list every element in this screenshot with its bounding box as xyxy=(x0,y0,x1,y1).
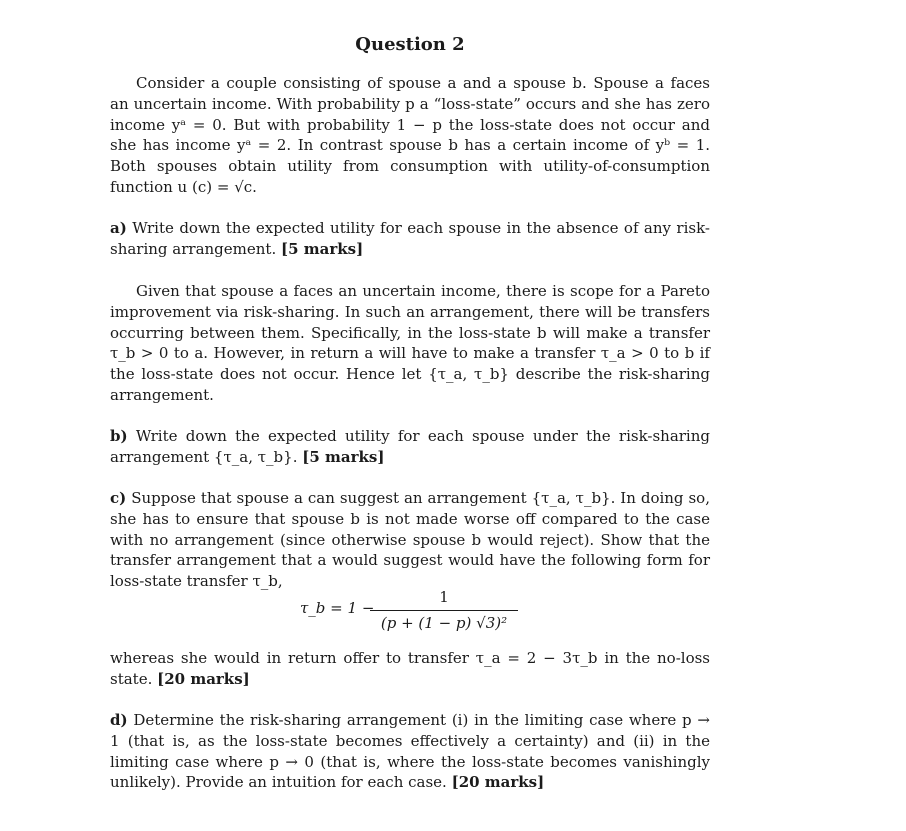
formula-numerator: 1 xyxy=(439,588,449,606)
intro-paragraph: Consider a couple consisting of spouse a and a spouse b. Spouse a faces an uncertain income. With probability p a “loss-state” occurs and she has zero income yᵃ = 0. But with probability 1 − p the loss-state does not occur and she has income yᵃ = 2. In contrast spouse b has a certain income of yᵇ = 1. Both spouses obtain utility from consumption with utility-of-consumption function u (c) = √c. xyxy=(110,74,710,196)
part-a-text: Write down the expected utility for each spouse in the absence of any risk-sharing arrangement. xyxy=(110,219,710,258)
fraction-bar xyxy=(370,610,518,611)
formula-denominator: (p + (1 − p) √3)² xyxy=(380,614,508,632)
part-b xyxy=(110,426,710,468)
transfer-formula xyxy=(300,588,540,638)
formula-lhs: τ_b = 1 − xyxy=(300,599,375,617)
part-d xyxy=(110,710,710,793)
part-c-after: whereas she would in return offer to transfer τ_a = 2 − 3τ_b in the no-loss state. xyxy=(110,649,710,688)
part-c-label: c) xyxy=(110,489,127,507)
context-paragraph: Given that spouse a faces an uncertain income, there is scope for a Pareto improvement via risk-sharing. In such an arrangement, there will be transfers occurring between them. Specifically, in the loss-state b will make a transfer τ_b > 0 to a. However, in return a will have to make a transfer τ_a > 0 to b if the loss-state does not occur. Hence let {τ_a, τ_b} describe the risk-sharing arrangement. xyxy=(110,282,710,404)
part-b-label: b) xyxy=(110,427,128,445)
part-b-text: Write down the expected utility for each spouse under the risk-sharing arrangement {τ_a, τ_b}. xyxy=(110,427,710,466)
formula-fraction xyxy=(370,588,518,632)
page-title: Question 2 xyxy=(355,34,465,55)
part-c-marks: [20 marks] xyxy=(157,669,250,688)
part-c-text: Suppose that spouse a can suggest an arrangement {τ_a, τ_b}. In doing so, she has to ensure that spouse b is not made worse off compared to the case with no arrangement (since otherwise spouse b would reject). Show that the transfer arrangement that a would suggest would have the following form for loss-state transfer τ_b, xyxy=(110,489,710,591)
part-a-label: a) xyxy=(110,219,127,237)
part-d-text: Determine the risk-sharing arrangement (i) in the limiting case where p → 1 (that is, as the loss-state becomes effectively a certainty) and (ii) in the limiting case where p → 0 (that is, where the loss-state becomes vanishingly unlikely). Provide an intuition for each case. xyxy=(110,711,710,792)
part-b-marks: [5 marks] xyxy=(302,447,385,466)
part-a xyxy=(110,218,710,260)
part-d-label: d) xyxy=(110,711,128,729)
part-a-marks: [5 marks] xyxy=(281,239,364,258)
part-d-marks: [20 marks] xyxy=(451,773,545,792)
part-c-continuation xyxy=(110,648,710,690)
part-c xyxy=(110,488,710,592)
